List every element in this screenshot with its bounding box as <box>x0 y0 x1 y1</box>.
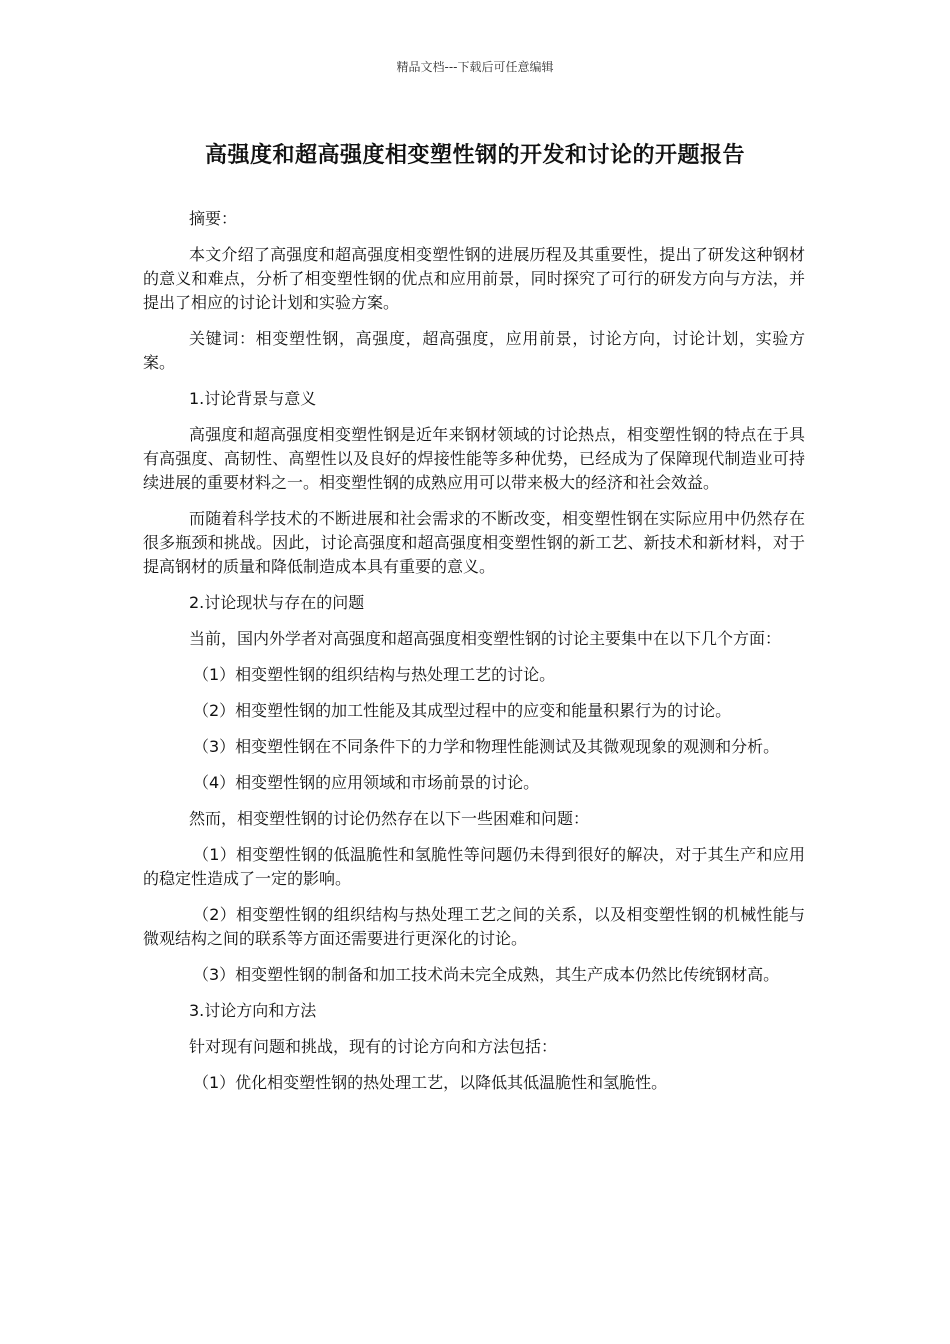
abstract-heading: 摘要： <box>189 209 238 228</box>
document-body <box>143 207 805 1107</box>
body-paragraph: 当前，国内外学者对高强度和超高强度相变塑性钢的讨论主要集中在以下几个方面： <box>189 629 782 648</box>
body-paragraph: 高强度和超高强度相变塑性钢是近年来钢材领域的讨论热点，相变塑性钢的特点在于具有高强度、高韧性、高塑性以及良好的焊接性能等多种优势，已经成为了保障现代制造业可持续进展的重要材料之一。相变塑性钢的成熟应用可以带来极大的经济和社会效益。 <box>143 425 805 492</box>
section-heading-3: 3.讨论方向和方法 <box>189 1001 317 1020</box>
keywords-paragraph: 关键词：相变塑性钢，高强度，超高强度，应用前景，讨论方向，讨论计划，实验方案。 <box>143 329 805 372</box>
document-title: 高强度和超高强度相变塑性钢的开发和讨论的开题报告 <box>204 143 745 168</box>
list-item: （4）相变塑性钢的应用领域和市场前景的讨论。 <box>193 773 540 792</box>
page-header: 精品文档---下载后可任意编辑 <box>396 60 554 74</box>
body-paragraph: 针对现有问题和挑战，现有的讨论方向和方法包括： <box>189 1037 558 1056</box>
list-item: （3）相变塑性钢的制备和加工技术尚未完全成熟，其生产成本仍然比传统钢材高。 <box>193 965 780 984</box>
list-item: （2）相变塑性钢的加工性能及其成型过程中的应变和能量积累行为的讨论。 <box>193 701 732 720</box>
list-item: （2）相变塑性钢的组织结构与热处理工艺之间的关系，以及相变塑性钢的机械性能与微观结构之间的联系等方面还需要进行更深化的讨论。 <box>143 905 805 948</box>
body-paragraph: 而随着科学技术的不断进展和社会需求的不断改变，相变塑性钢在实际应用中仍然存在很多瓶颈和挑战。因此，讨论高强度和超高强度相变塑性钢的新工艺、新技术和新材料，对于提高钢材的质量和降低制造成本具有重要的意义。 <box>143 509 805 576</box>
list-item: （1）相变塑性钢的低温脆性和氢脆性等问题仍未得到很好的解决，对于其生产和应用的稳定性造成了一定的影响。 <box>143 845 805 888</box>
abstract-paragraph: 本文介绍了高强度和超高强度相变塑性钢的进展历程及其重要性，提出了研发这种钢材的意义和难点，分析了相变塑性钢的优点和应用前景，同时探究了可行的研发方向与方法，并提出了相应的讨论计划和实验方案。 <box>143 245 805 312</box>
section-heading-2: 2.讨论现状与存在的问题 <box>189 593 365 612</box>
section-heading-1: 1.讨论背景与意义 <box>189 389 317 408</box>
list-item: （1）优化相变塑性钢的热处理工艺，以降低其低温脆性和氢脆性。 <box>193 1073 668 1092</box>
list-item: （1）相变塑性钢的组织结构与热处理工艺的讨论。 <box>193 665 556 684</box>
list-item: （3）相变塑性钢在不同条件下的力学和物理性能测试及其微观现象的观测和分析。 <box>193 737 780 756</box>
body-paragraph: 然而，相变塑性钢的讨论仍然存在以下一些困难和问题： <box>189 809 590 828</box>
